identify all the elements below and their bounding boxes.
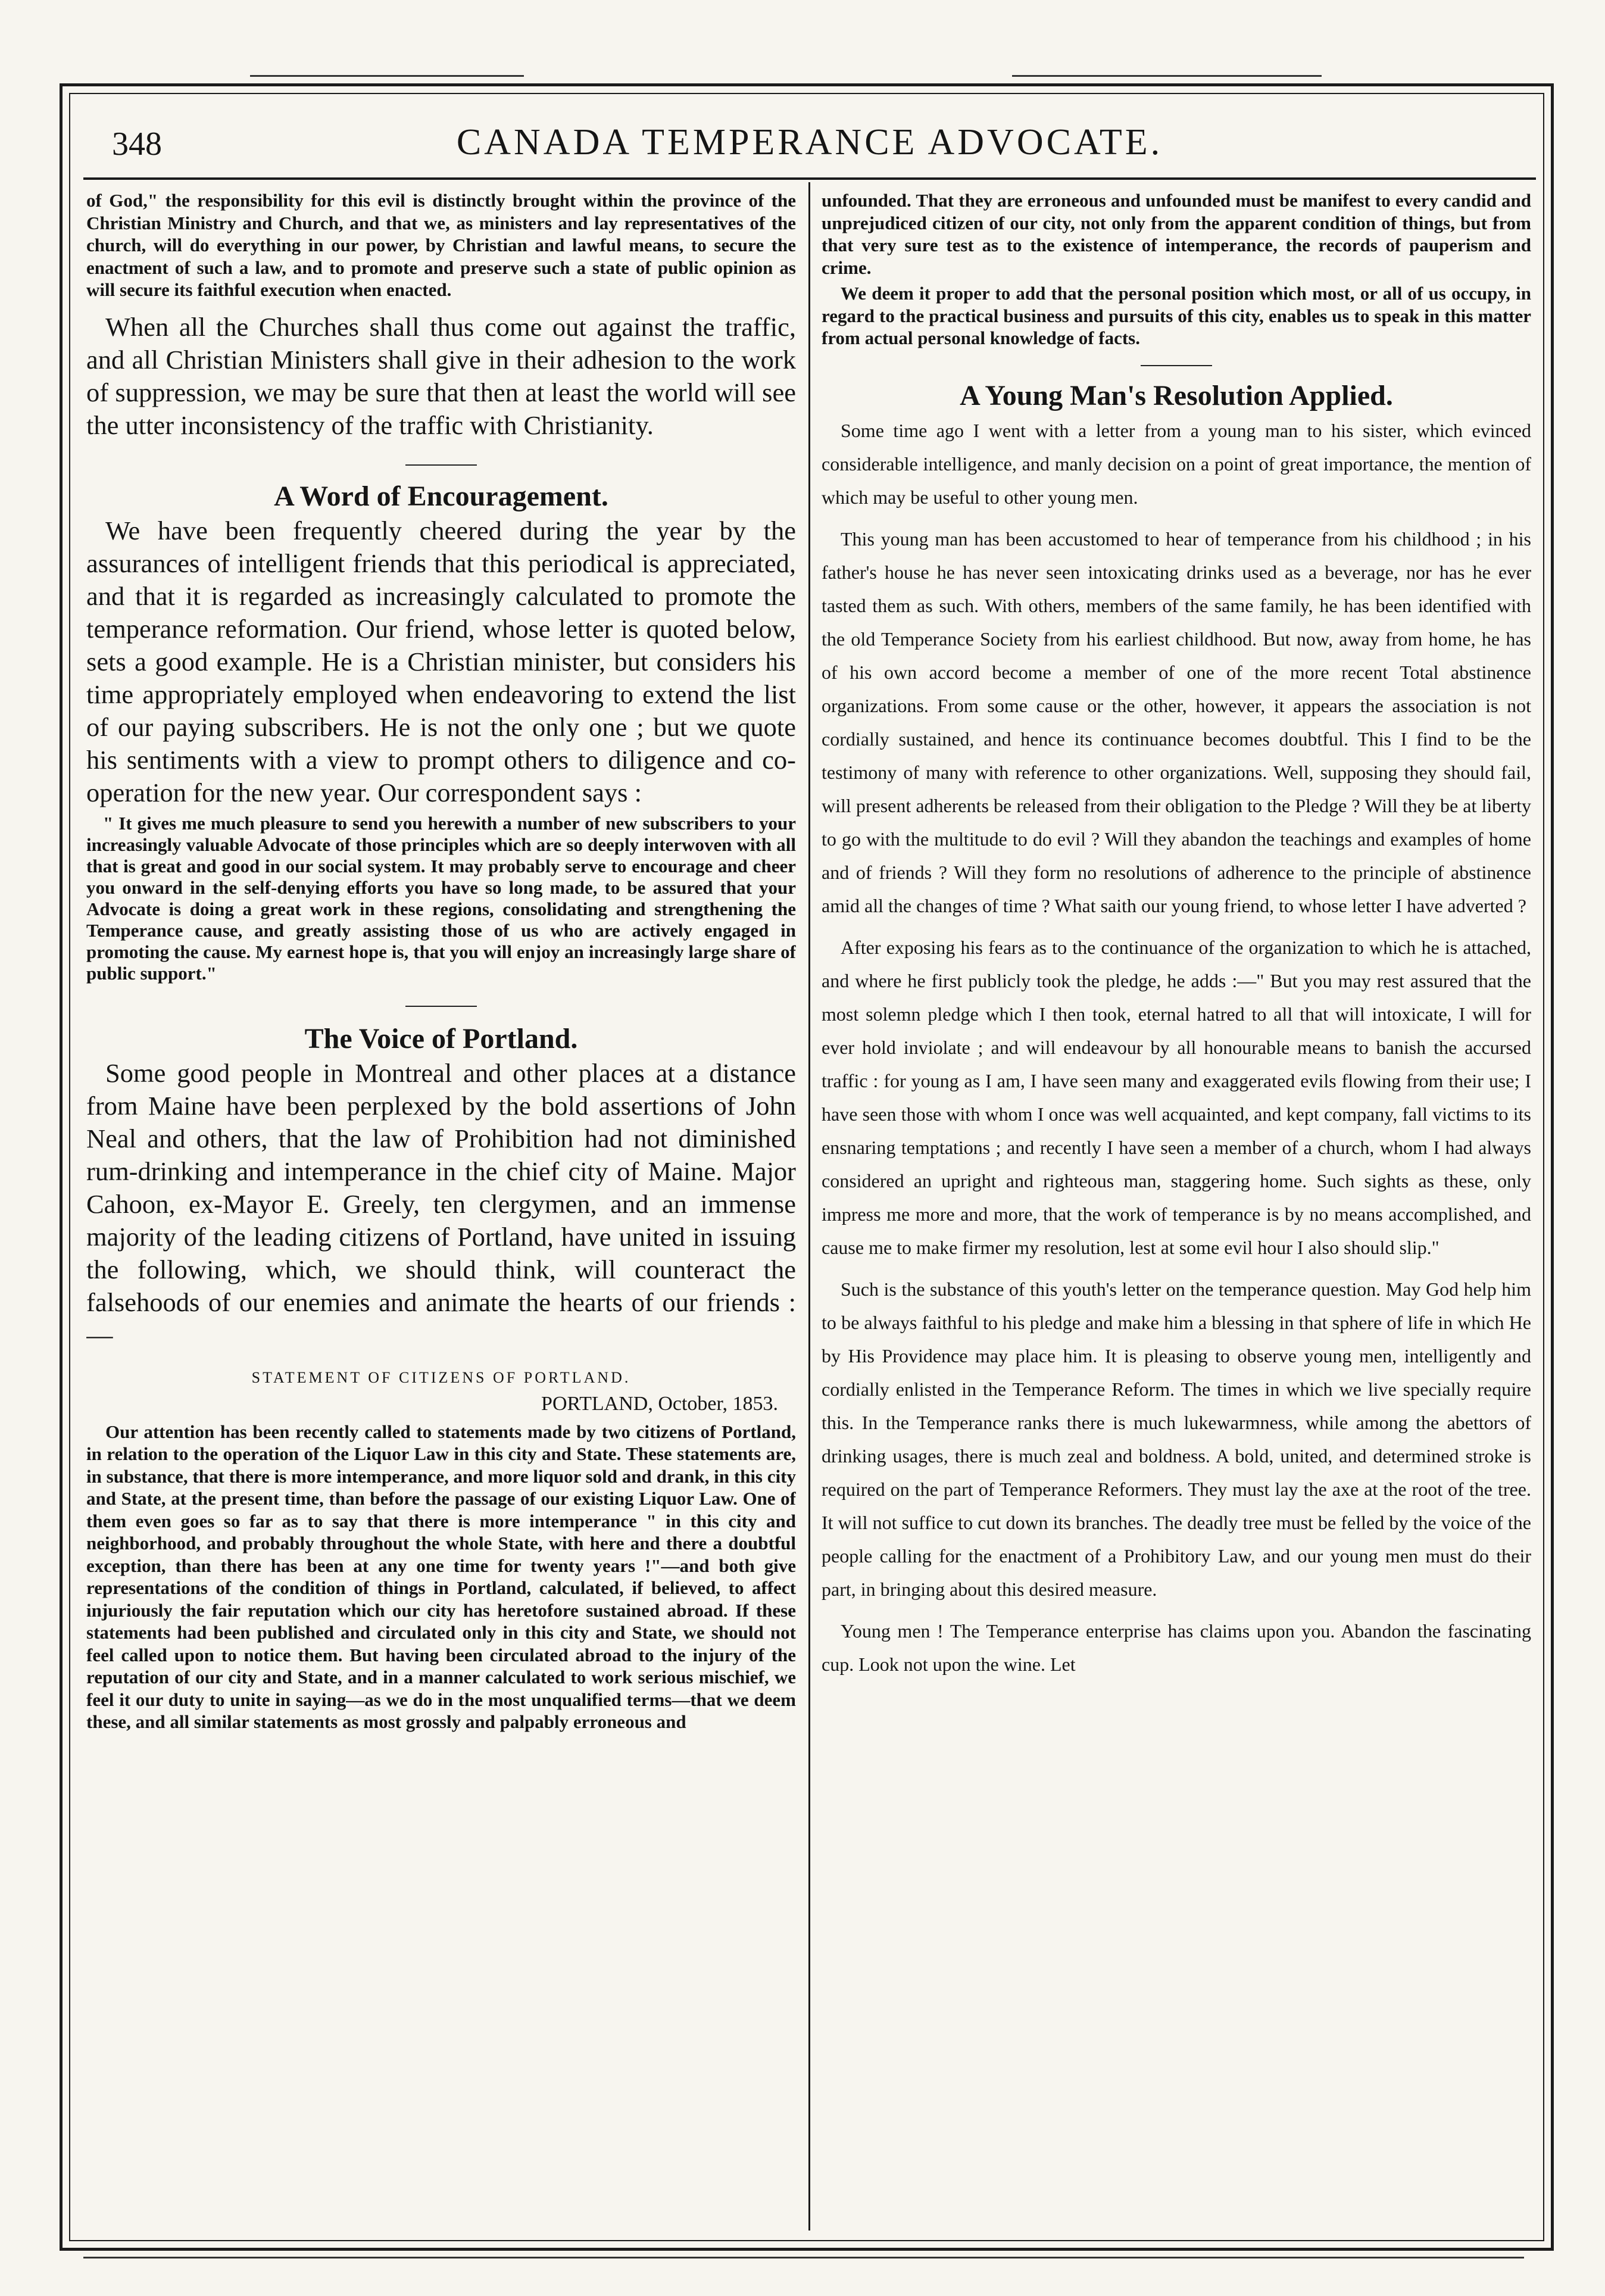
bottom-rule bbox=[83, 2257, 1524, 2258]
young-man-heading: A Young Man's Resolution Applied. bbox=[960, 379, 1393, 411]
page-header bbox=[83, 119, 1536, 173]
encouragement-quote: " It gives me much pleasure to send you herewith a number of new subscribers to your increasingly valuable Advocate of those principles which are so deeply interwoven with all that is great and good in our social system. It may probably serve to encourage and cheer you onward in the self-denying efforts you have so long made, to be assured that your Advocate is doing a great work in these regions, consolidating and strengthening the Temperance cause, and greatly assisting those of us who are actively engaged in promoting the cause. My earnest hope is, that you will enjoy an increasingly large share of public support." bbox=[86, 812, 796, 984]
portland-heading: The Voice of Portland. bbox=[304, 1022, 578, 1055]
churches-paragraph: When all the Churches shall thus come out against the traffic, and all Christian Ministers shall give in their adhesion to the work of suppression, we may be sure that then at least the world will see the utter inconsistency of the traffic with Christianity. bbox=[86, 311, 796, 440]
encouragement-heading: A Word of Encouragement. bbox=[274, 480, 608, 512]
proper-paragraph: We deem it proper to add that the personal position which most, or all of us occupy, in regard to the practical business and pursuits of this city, enables us to speak in this matter from actual personal knowledge of facts. bbox=[822, 283, 1531, 348]
column-divider bbox=[808, 182, 810, 2231]
young-man-paragraph: After exposing his fears as to the continuance of the organization to which he is attached, and where he first publicly took the pledge, he adds :—" But you may rest assured that the most solemn pledge which I then took, eternal hatred to all that will intoxicate, I will for ever hold inviolate ; and will endeavour by all honourable means to banish the accursed traffic : for young as I am, I have seen many and exaggerated evils flowing from their use; I have seen those with whom I once was well acquainted, and kept company, fall victims to its ensnaring temptations ; and recently I have seen a member of a church, whom I had always considered an upright and righteous man, staggering home. Such sights as these, only impress me more and more, that the work of temperance is by no means accomplished, and cause me to make firmer my resolution, lest at some evil hour I also should slip." bbox=[822, 936, 1531, 1258]
statement-dateline: PORTLAND, October, 1853. bbox=[541, 1392, 778, 1415]
section-separator bbox=[405, 464, 477, 466]
section-separator bbox=[405, 1006, 477, 1007]
page-number: 348 bbox=[112, 126, 162, 163]
left-column bbox=[86, 189, 796, 2238]
publication-title: CANADA TEMPERANCE ADVOCATE. bbox=[456, 122, 1163, 163]
portland-body: Some good people in Montreal and other places at a distance from Maine have been perplexed by the bold assertions of John Neal and others, that the law of Prohibition had not diminished rum-drinking and intemperance in the chief city of Maine. Major Cahoon, ex-Mayor E. Greely, ten clergymen, and an immense majority of the leading citizens of Portland, have united in issuing the following, which, we should think, will counteract the falsehoods of our enemies and animate the hearts of our friends :— bbox=[86, 1057, 796, 1350]
header-rule bbox=[83, 177, 1536, 180]
encouragement-body: We have been frequently cheered during the year by the assurances of intelligent friends that this periodical is appreciated, and that it is regarded as increasingly calculated to promote the temperance reformation. Our friend, whose letter is quoted below, sets a good example. He is a Christian minister, but considers his time appropriately employed when endeavoring to extend the list of our paying subscribers. He is not the only one ; but we quote his sentiments with a view to prompt others to diligence and co-operation for the new year. Our correspondent says : bbox=[86, 515, 796, 807]
ornamental-rule bbox=[250, 75, 524, 77]
young-man-paragraph: Young men ! The Temperance enterprise has claims upon you. Abandon the fascinating cup. Look not upon the wine. Let bbox=[822, 1620, 1531, 1675]
statement-title: STATEMENT OF CITIZENS OF PORTLAND. bbox=[251, 1368, 631, 1386]
section-separator bbox=[1141, 365, 1212, 366]
statement-body: Our attention has been recently called to statements made by two citizens of Portland, in relation to the operation of the Liquor Law in this city and State. These statements are, in substance, that there is more intemperance, and more liquor sold and drank, in this city and State, at the present time, than before the passage of our existing Liquor Law. One of them even goes so far as to say that there is more intemperance " in this city and neighborhood, and probably throughout the whole State, with here and there a doubtful exception, than there has been at any one time for twenty years !"—and both give representations of the condition of things in Portland, calculated, if believed, to affect injuriously the fair reputation which our city has heretofore sustained abroad. If these statements had been published and circulated only in this city and State, we should not feel called upon to notice them. But having been circulated abroad to the injury of the reputation of our city and State, and in a manner calculated to work serious mischief, we feel it our duty to unite in saying—as we do in the most unqualified terms—that we deem these, and all similar statements as most grossly and palpably erroneous and bbox=[86, 1421, 796, 1732]
young-man-paragraph: This young man has been accustomed to hear of temperance from his childhood ; in his father's house he has never seen intoxicating drinks used as a beverage, nor has he ever tasted them as such. With others, members of the same family, he has been identified with the old Temperance Society from his earliest childhood. But now, away from home, he has of his own accord become a member of one of the more recent Total abstinence organizations. From some cause or the other, however, it appears the association is not cordially sustained, and hence its continuance becomes doubtful. This I find to be the testimony of many with reference to other organizations. Well, supposing they should fail, will present adherents be released from their obligation to the Pledge ? Will they be at liberty to go with the multitude to do evil ? Will they abandon the teachings and examples of home and of friends ? Will they form no resolutions of adherence to the principle of abstinence amid all the changes of time ? What saith our young friend, to whose letter I have adverted ? bbox=[822, 528, 1531, 916]
young-man-paragraph: Such is the substance of this youth's letter on the temperance question. May God help him to be always faithful to his pledge and make him a blessing in that sphere of life in which He by His Providence may place him. It is pleasing to observe young men, intelligently and cordially enlisted in the Temperance Reform. The times in which we live specially require this. In the Temperance ranks there is much lukewarmness, while among the abettors of drinking usages, there is much zeal and boldness. A bold, united, and determined stroke is required on the part of Temperance Reformers. They must lay the axe at the root of the tree. It will not suffice to cut down its branches. The deadly tree must be felled by the voice of the people calling for the enactment of a Prohibitory Law, and our young men must do their part, in bringing about this desired measure. bbox=[822, 1278, 1531, 1600]
intro-paragraph: of God," the responsibility for this evil is distinctly brought within the province of the Christian Ministry and Church, and that we, as ministers and lay representatives of the church, will do everything in our power, by Christian and lawful means, to secure the enactment of such a law, and to promote and preserve such a state of public opinion as will secure its faithful execution when enacted. bbox=[86, 190, 796, 300]
continued-paragraph: unfounded. That they are erroneous and unfounded must be manifest to every candid and unprejudiced citizen of our city, not only from the apparent condition of things, but from that very sure test as to the existence of intemperance, the records of pauperism and crime. bbox=[822, 190, 1531, 278]
young-man-intro: Some time ago I went with a letter from a young man to his sister, which evinced considerable intelligence, and manly decision on a point of great importance, the mention of which may be useful to other young men. bbox=[822, 419, 1531, 508]
right-column bbox=[822, 189, 1531, 2238]
ornamental-rule bbox=[1012, 75, 1322, 77]
